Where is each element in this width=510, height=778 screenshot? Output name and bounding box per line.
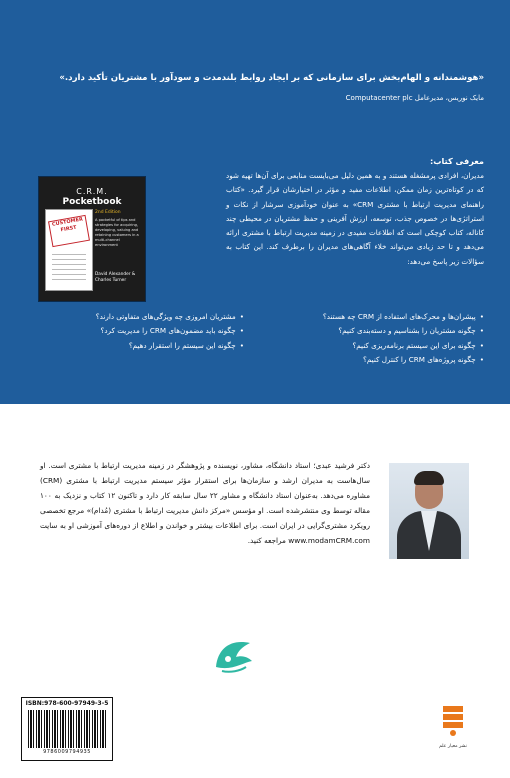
publisher-logo	[427, 706, 479, 760]
modam-logo-icon	[212, 637, 256, 675]
question-item: • چگونه برای این سیستم برنامه‌ریزی کنیم؟	[244, 339, 484, 353]
customer-first-sign: CUSTOMER FIRST	[48, 215, 90, 247]
question-item: • مشتریان امروزی چه ویژگی‌های متفاوتی دارند؟	[26, 310, 244, 324]
isbn-label: ISBN:978-600-97949-3-5	[25, 700, 109, 707]
barcode-number: 9786009794935	[43, 749, 91, 755]
question-item: • چگونه مشتریان را بشناسیم و دسته‌بندی کنیم؟	[244, 324, 484, 338]
question-item: • پیشران‌ها و محرک‌های استفاده از CRM چه هستند؟	[244, 310, 484, 324]
publisher-name: نشر معیار علم	[439, 744, 467, 749]
intro-title: معرفی کتاب:	[430, 156, 484, 166]
author-photo-hair	[414, 471, 444, 485]
question-column-right	[244, 310, 484, 367]
endorsement-attribution: مایک نوریس، مدیرعامل Computacenter plc	[345, 94, 484, 102]
question-column-left	[26, 310, 244, 353]
book-cover-image	[38, 176, 146, 302]
book-cover-title: Pocketbook	[62, 197, 122, 207]
isbn-barcode	[21, 697, 113, 761]
endorsement-quote: «هوشمندانه و الهام‌بخش برای سازمانی که بر ایجاد روابط بلندمدت و سودآور با مشتریان تأکید دارد.»	[59, 73, 484, 83]
barcode-bars	[28, 710, 106, 748]
question-item: • چگونه باید مضمون‌های CRM را مدیریت کرد؟	[26, 324, 244, 338]
question-item: • چگونه پروژه‌های CRM را کنترل کنیم؟	[244, 353, 484, 367]
book-cover-edition: 2nd Edition	[95, 210, 121, 215]
author-bio: دکتر فرشید عبدی؛ استاد دانشگاه، مشاور، نویسنده و پژوهشگر در زمینه مدیریت ارتباط با مشتری است. او سال‌هاست به مدیران ارشد و سازمان‌ها برای استقرار مؤثر سیستم مدیریت ارتباط با مشتری (CRM) مشاوره می‌دهد. به‌عنوان استاد دانشگاه و مشاور ۲۲ سال سابقه کار دارد و تاکنون ۱۲ کتاب و نزدیک به ۱۰۰ مقاله توسط وی منتشرشده است. او مؤسس «مرکز دانش مدیریت ارتباط با مشتری (مُدام)» مرجع تخصصی رویکرد مشتری‌گرایی در ایران است. برای اطلاعات بیشتر و خواندن و اطلاع از دوره‌های آموزشی او به سایت www.modamCRM.com مراجعه کنید.	[40, 461, 371, 546]
book-cover-authors: David Alexander & Charles Turner	[95, 272, 136, 283]
question-item: • چگونه این سیستم را استقرار دهیم؟	[26, 339, 244, 353]
book-cover-description: A pocketful of tips and strategies for acquiring, developing, valuing and retaining customers in a multi-channel environment	[95, 218, 139, 247]
publisher-mark-icon	[441, 706, 465, 736]
author-photo	[389, 463, 469, 559]
flipchart-lines	[52, 250, 86, 280]
flipchart-illustration	[45, 209, 93, 291]
intro-text: مدیران، افرادی پرمشغله هستند و به همین دلیل می‌بایست منابعی برای آن‌ها تهیه شود که در کوتاه‌ترین زمان ممکن، اطلاعات مفید و مؤثر در اختیارشان قرار گیرد. «کتاب راهنمای مدیریت ارتباط با مشتری CRM» به عنوان خودآموزی سرشار از نکات و استراتژی‌ها در خصوص جذب، توسعه، ارزش آفرینی و حفظ مشتریان در محیطی چند کاناله، کتاب کوچکی است که اطلاعات مفیدی در زمینه مدیریت ارتباط با مشتری ارائه می‌دهد و تا حد زیادی می‌تواند خلاء آگاهی‌های مدیران را برطرف کند. این کتاب به سؤالات زیر پاسخ می‌دهد:	[226, 171, 484, 266]
book-cover-series: C.R.M.	[76, 187, 108, 196]
